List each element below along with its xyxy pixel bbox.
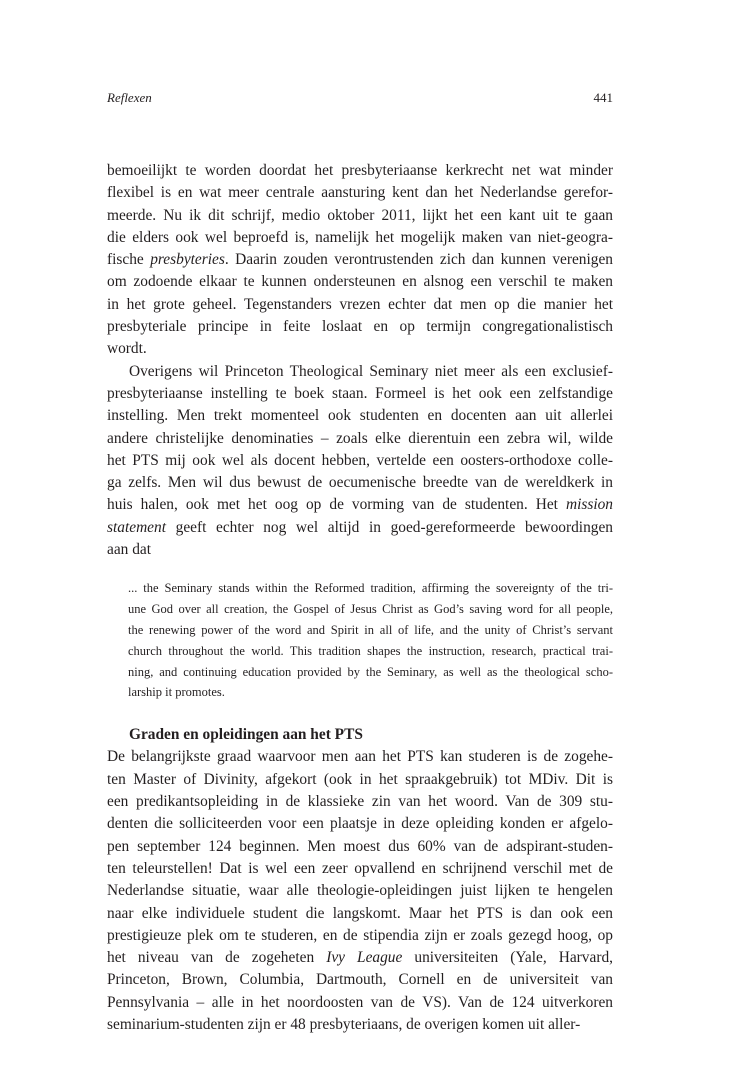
text-line: presbyteriale principe in feite loslaat en op termijn congregationalistisch [107, 318, 613, 336]
text-line: seminarium-studenten zijn er 48 presbyteriaans, de overigen komen uit aller- [107, 1015, 581, 1033]
text-line: ... the Seminary stands within the Reformed tradition, affirming the sovereignty of the tri- [128, 581, 613, 596]
text-line: instelling. Men trekt momenteel ook studenten en docenten aan uit allerlei [107, 407, 613, 425]
italic-term: mission [565, 496, 613, 514]
text-line: flexibel is en wat meer centrale aansturing kent dan het Nederlandse gerefor- [107, 184, 613, 202]
text-line: wordt. [107, 340, 147, 358]
italic-term: statement [107, 518, 166, 536]
text-line: andere christelijke denominaties – zoals elke dierentuin een zebra wil, wilde [107, 429, 613, 447]
text-line: pen september 124 beginnen. Men moest dus 60% van de adspirant-studen- [107, 837, 613, 855]
text-line: die elders ook wel beproefd is, namelijk het mogelijk maken van niet-geogra- [107, 228, 613, 246]
text-line: Nederlandse situatie, waar alle theologie-opleidingen juist lijken te hengelen [107, 882, 613, 900]
book-page [107, 88, 613, 1036]
text-run: huis halen, ook met het oog op de vorming van de studenten. Het [107, 496, 566, 514]
paragraph-1 [107, 160, 613, 361]
text-line: De belangrijkste graad waarvoor men aan het PTS kan studeren is de zogehe- [107, 748, 613, 766]
section-heading: Graden en opleidingen aan het PTS [129, 726, 363, 744]
text-line: aan dat [107, 541, 152, 559]
text-line: ning, and continuing education provided by the Seminary, as well as the theological scho- [128, 664, 613, 679]
text-line: ten teleurstellen! Dat is wel een zeer opvallend en schrijnend verschil met de [107, 859, 613, 877]
italic-term: Ivy League [326, 949, 403, 967]
text-line: denten die solliciteerden voor een plaatsje in deze opleiding konden er afgelo- [107, 815, 613, 833]
paragraph-3 [107, 746, 613, 1036]
paragraph-2 [107, 361, 613, 562]
text-line: in het grote geheel. Tegenstanders vrezen echter dat men op die manier het [107, 295, 613, 313]
text-run: . Daarin zouden verontrustenden zich dan kunnen verenigen [224, 251, 613, 269]
text-line [107, 517, 613, 539]
text-line [107, 249, 613, 271]
text-line: une God over all creation, the Gospel of Jesus Christ as God’s saving word for all people, [128, 602, 613, 617]
text-line: church throughout the world. This tradition shapes the instruction, research, practical trai- [128, 643, 613, 658]
text-line: prestigieuze plek om te studeren, en de stipendia zijn er zoals gezegd hoog, op [107, 926, 613, 944]
text-line: bemoeilijkt te worden doordat het presbyteriaanse kerkrecht net wat minder [107, 162, 613, 179]
text-line: naar elke individuele student die langskomt. Maar het PTS is dan ook een [107, 904, 613, 922]
text-line: the renewing power of the word and Spirit in all of life, and the unity of Christ’s servant [128, 622, 613, 637]
text-line: ga zelfs. Men wil dus bewust de oecumenische breedte van de wereldkerk in [107, 474, 613, 492]
text-line: Princeton, Brown, Columbia, Dartmouth, Cornell en de universiteit van [107, 971, 613, 989]
body-text [107, 160, 613, 561]
text-line: Pennsylvania – alle in het noordoosten van de VS). Van de 124 uitverkoren [107, 993, 613, 1011]
text-line: om zodoende elkaar te kunnen ondersteunen en alsnog een verschil te maken [107, 273, 613, 291]
text-run: fische [107, 251, 151, 269]
running-head-section: Reflexen [107, 90, 152, 105]
text-run: universiteiten (Yale, Harvard, [402, 949, 613, 967]
text-line: larship it promotes. [128, 685, 225, 700]
italic-term: presbyteries [150, 251, 225, 269]
page-number: 441 [593, 90, 613, 105]
text-line: het PTS mij ook wel als docent hebben, vertelde een oosters-orthodoxe colle- [107, 451, 613, 469]
text-line: Overigens wil Princeton Theological Seminary niet meer als een exclusief- [129, 362, 613, 380]
running-head [107, 88, 613, 108]
text-line: meerde. Nu ik dit schrijf, medio oktober 2011, lijkt het een kant uit te gaan [107, 206, 613, 224]
text-line [107, 494, 613, 516]
text-run: geeft echter nog wel altijd in goed-gereformeerde bewoordingen [166, 518, 613, 536]
text-line: een predikantsopleiding in de klassieke zin van het woord. Van de 309 stu- [107, 793, 613, 811]
text-line: presbyteriaanse instelling te boek staan. Formeel is het ook een zelfstandige [107, 384, 613, 402]
text-line: ten Master of Divinity, afgekort (ook in het spraakgebruik) tot MDiv. Dit is [107, 770, 613, 788]
block-quote [128, 578, 613, 703]
text-line [107, 947, 613, 969]
text-run: het niveau van de zogeheten [107, 949, 327, 967]
